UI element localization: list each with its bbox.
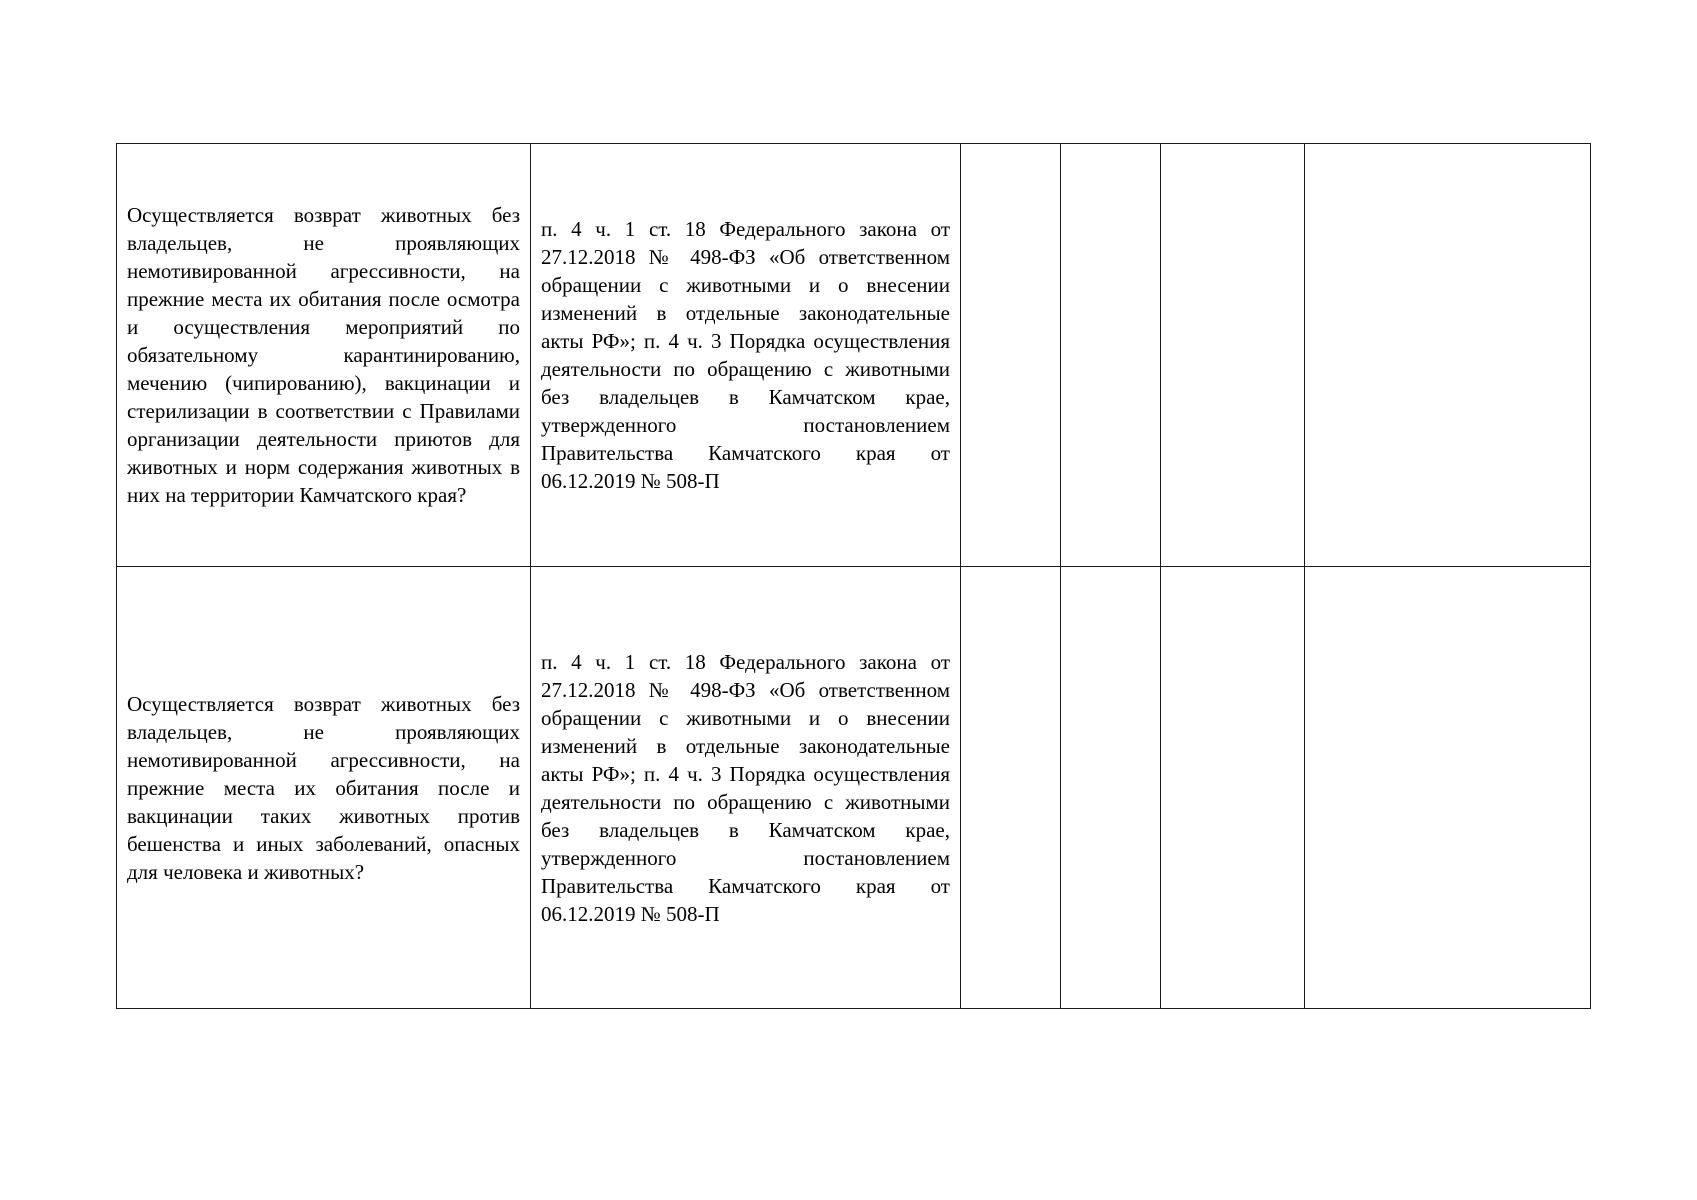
checklist-table [116, 143, 1591, 1009]
answer-yes-cell [961, 144, 1061, 567]
answer-no-cell [1061, 567, 1161, 1009]
answer-yes-cell [961, 567, 1061, 1009]
answer-no-cell [1061, 144, 1161, 567]
question-text: Осуществляется возврат животных без владельцев, не проявляющих немотивированной агрессивности, на прежние места их обитания после осмотра и осуществления мероприятий по обязательному карантинированию, мечению (чипированию), вакцинации и стерилизации в соответствии с Правилами организации деятельности приютов для животных и норм содержания животных в них на территории Камчатского края? [127, 203, 520, 507]
legal-basis-cell [531, 144, 961, 567]
legal-basis-text: п. 4 ч. 1 ст. 18 Федерального закона от 27.12.2018 № 498-ФЗ «Об ответственном обращении с животными и о внесении изменений в отдельные законодательные акты РФ»; п. 4 ч. 3 Порядка осуществления деятельности по обращению с животными без владельцев в Камчатском крае, утвержденного постановлением Правительства Камчатского края от 06.12.2019 № 508-П [541, 649, 950, 926]
legal-basis-text: п. 4 ч. 1 ст. 18 Федерального закона от 27.12.2018 № 498-ФЗ «Об ответственном обращении с животными и о внесении изменений в отдельные законодательные акты РФ»; п. 4 ч. 3 Порядка осуществления деятельности по обращению с животными без владельцев в Камчатском крае, утвержденного постановлением Правительства Камчатского края от 06.12.2019 № 508-П [541, 217, 950, 493]
table-row [117, 567, 1591, 1009]
table-row [117, 144, 1591, 567]
question-cell [117, 567, 531, 1009]
not-applicable-cell [1161, 567, 1305, 1009]
not-applicable-cell [1161, 144, 1305, 567]
notes-cell [1305, 567, 1591, 1009]
question-cell [117, 144, 531, 567]
legal-basis-cell [531, 567, 961, 1009]
question-text: Осуществляется возврат животных без владельцев, не проявляющих немотивированной агрессивности, на прежние места их обитания после и вакцинации таких животных против бешенства и иных заболеваний, опасных для человека и животных? [127, 691, 520, 884]
notes-cell [1305, 144, 1591, 567]
